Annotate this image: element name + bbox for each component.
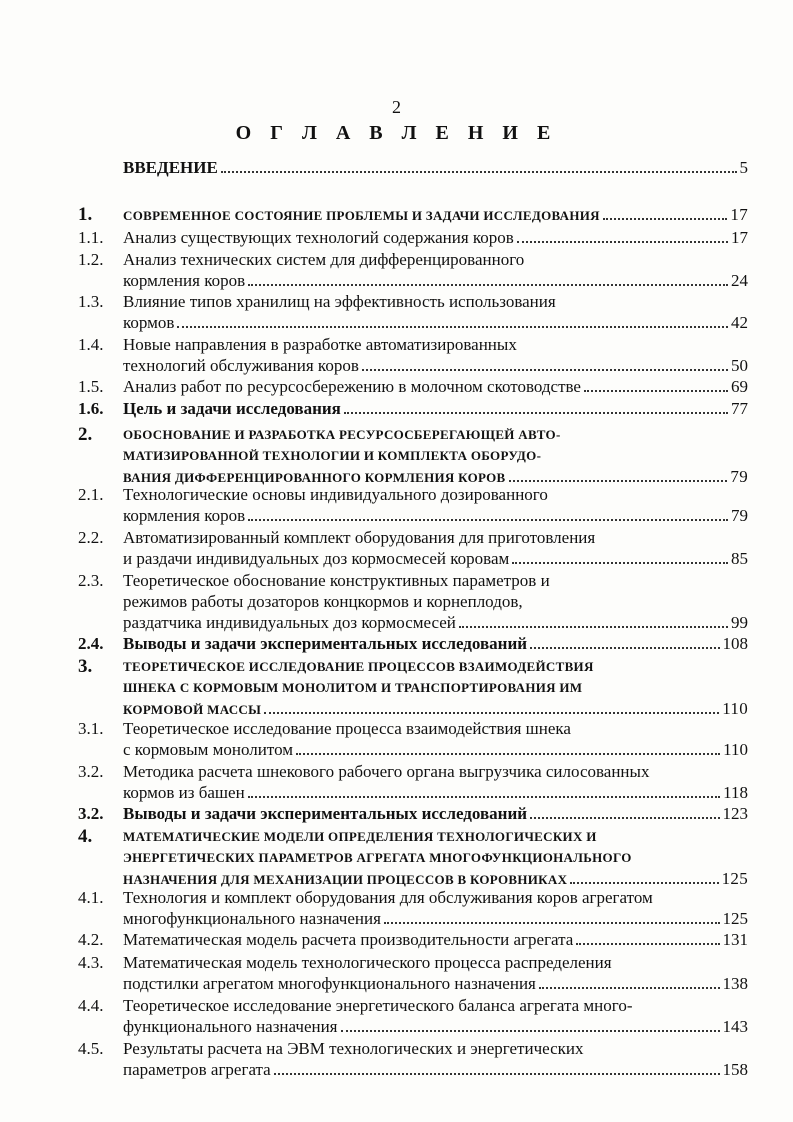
toc-entry-line: параметров агрегата bbox=[123, 1060, 271, 1079]
toc-entry-page[interactable]: 158 bbox=[722, 1060, 748, 1079]
toc-entry-page[interactable]: 125 bbox=[722, 909, 748, 928]
toc-entry[interactable] bbox=[78, 803, 748, 824]
toc-entry-text bbox=[123, 1038, 748, 1080]
toc-entry[interactable] bbox=[78, 398, 748, 419]
dot-leader bbox=[362, 369, 728, 371]
toc-entry-line: ЭНЕРГЕТИЧЕСКИХ ПАРАМЕТРОВ АГРЕГАТА МНОГОФУНКЦИОНАЛЬНОГО bbox=[123, 850, 632, 865]
toc-entry-page[interactable]: 110 bbox=[723, 740, 748, 759]
toc-entry-text bbox=[123, 718, 748, 760]
toc-entry-text bbox=[123, 424, 748, 488]
toc-entry-number: 2.1. bbox=[78, 485, 104, 504]
toc-entry[interactable] bbox=[78, 718, 748, 760]
toc-entry-number: 3.2. bbox=[78, 762, 104, 781]
toc-entry-number: 1.6. bbox=[78, 399, 104, 418]
toc-entry[interactable] bbox=[78, 929, 748, 950]
toc-entry-text bbox=[123, 334, 748, 376]
dot-leader bbox=[530, 817, 719, 819]
toc-entry-text bbox=[123, 227, 748, 248]
toc-entry-page[interactable]: 50 bbox=[731, 356, 748, 375]
page-title: О Г Л А В Л Е Н И Е bbox=[235, 122, 558, 144]
toc-entry[interactable] bbox=[78, 952, 748, 994]
toc-entry-line: Теоретическое обоснование конструктивных параметров и bbox=[123, 571, 550, 590]
toc-entry-text bbox=[123, 761, 748, 803]
toc-entry-text bbox=[123, 204, 748, 226]
toc-entry-line: технологий обслуживания коров bbox=[123, 356, 359, 375]
dot-leader bbox=[177, 326, 728, 328]
toc-entry-page[interactable]: 143 bbox=[722, 1017, 748, 1036]
toc-entry-text bbox=[123, 376, 748, 397]
toc-entry-line: ОБОСНОВАНИЕ И РАЗРАБОТКА РЕСУРСОСБЕРЕГАЮЩЕЙ АВТО- bbox=[123, 427, 561, 442]
toc-entry-page[interactable]: 138 bbox=[722, 974, 748, 993]
toc-entry[interactable] bbox=[78, 204, 748, 226]
toc-entry-number: 1.1. bbox=[78, 228, 104, 247]
toc-entry[interactable] bbox=[78, 334, 748, 376]
toc-entry-page[interactable]: 99 bbox=[731, 613, 748, 632]
toc-entry[interactable] bbox=[78, 570, 748, 633]
toc-entry-line: Анализ технических систем для дифференцированного bbox=[123, 250, 525, 269]
toc-entry-line: МАТЕМАТИЧЕСКИЕ МОДЕЛИ ОПРЕДЕЛЕНИЯ ТЕХНОЛОГИЧЕСКИХ И bbox=[123, 829, 597, 844]
toc-entry-line: ВВЕДЕНИЕ bbox=[123, 158, 218, 177]
toc-entry-page[interactable]: 42 bbox=[731, 313, 748, 332]
toc-entry-number: 4.3. bbox=[78, 953, 104, 972]
toc-entry[interactable] bbox=[78, 227, 748, 248]
dot-leader bbox=[296, 753, 720, 755]
toc-entry-text bbox=[123, 291, 748, 333]
toc-entry-line: НАЗНАЧЕНИЯ ДЛЯ МЕХАНИЗАЦИИ ПРОЦЕССОВ В КОРОВНИКАХ bbox=[123, 872, 568, 887]
toc-entry-text bbox=[123, 929, 748, 950]
toc-entry-page[interactable]: 77 bbox=[731, 399, 748, 418]
toc-entry[interactable] bbox=[78, 527, 748, 569]
toc-entry-line: Теоретическое исследование процесса взаимодействия шнека bbox=[123, 719, 571, 738]
toc-entry-page[interactable]: 79 bbox=[730, 467, 748, 486]
dot-leader bbox=[341, 1030, 720, 1032]
toc-entry-line: многофункционального назначения bbox=[123, 909, 381, 928]
dot-leader bbox=[248, 519, 728, 521]
toc-entry-line: кормления коров bbox=[123, 271, 246, 290]
toc-entry-page[interactable]: 24 bbox=[731, 271, 748, 290]
toc-entry[interactable] bbox=[78, 761, 748, 803]
toc-entry-line: Цель и задачи исследования bbox=[123, 399, 341, 418]
toc-entry-line: Новые направления в разработке автоматизированных bbox=[123, 335, 517, 354]
toc-entry-page[interactable]: 118 bbox=[723, 783, 748, 802]
toc-entry[interactable] bbox=[78, 291, 748, 333]
toc-entry-text bbox=[123, 656, 748, 720]
toc-entry[interactable] bbox=[78, 484, 748, 526]
toc-entry-number: 1.4. bbox=[78, 335, 104, 354]
toc-entry[interactable] bbox=[78, 826, 748, 890]
toc-entry-text bbox=[123, 803, 748, 824]
toc-entry-number: 1.2. bbox=[78, 250, 104, 269]
toc-entry-text bbox=[123, 826, 748, 890]
toc-entry-line: Влияние типов хранилищ на эффективность использования bbox=[123, 292, 556, 311]
toc-entry-line: режимов работы дозаторов концкормов и корнеплодов, bbox=[123, 592, 523, 611]
toc-entry-number: 2.3. bbox=[78, 571, 104, 590]
toc-entry-text bbox=[123, 570, 748, 633]
toc-entry-text bbox=[123, 527, 748, 569]
toc-entry-line: подстилки агрегатом многофункционального назначения bbox=[123, 974, 536, 993]
toc-entry-line: кормов bbox=[123, 313, 175, 332]
toc-entry-line: Математическая модель расчета производительности агрегата bbox=[123, 930, 574, 949]
dot-leader bbox=[584, 390, 728, 392]
dot-leader bbox=[530, 647, 719, 649]
toc-entry-page[interactable]: 17 bbox=[731, 228, 748, 247]
toc-entry-page[interactable]: 79 bbox=[731, 506, 748, 525]
toc-entry-number: 4. bbox=[78, 826, 93, 847]
toc-entry[interactable] bbox=[78, 157, 748, 178]
dot-leader bbox=[344, 412, 728, 414]
toc-entry-text bbox=[123, 249, 748, 291]
dot-leader bbox=[248, 284, 728, 286]
toc-entry-number: 1.3. bbox=[78, 292, 104, 311]
toc-entry-number: 1.5. bbox=[78, 377, 104, 396]
toc-entry-number: 2.4. bbox=[78, 634, 104, 653]
dot-leader bbox=[248, 796, 720, 798]
toc-entry-page[interactable]: 123 bbox=[722, 804, 748, 823]
toc-entry-page[interactable]: 17 bbox=[730, 205, 748, 224]
dot-leader bbox=[512, 562, 728, 564]
toc-entry-text bbox=[123, 157, 748, 178]
toc-entry-line: Технологические основы индивидуального дозированного bbox=[123, 485, 548, 504]
toc-entry-text bbox=[123, 484, 748, 526]
dot-leader bbox=[384, 922, 720, 924]
toc-entry-text bbox=[123, 887, 748, 929]
toc-entry-number: 3.2. bbox=[78, 804, 104, 823]
toc-entry-number: 4.4. bbox=[78, 996, 104, 1015]
toc-entry[interactable] bbox=[78, 1038, 748, 1080]
dot-leader bbox=[264, 712, 719, 714]
dot-leader bbox=[517, 241, 728, 243]
toc-entry-line: кормления коров bbox=[123, 506, 246, 525]
toc-entry[interactable] bbox=[78, 424, 748, 488]
toc-entry-number: 2. bbox=[78, 424, 93, 445]
toc-entry-text bbox=[123, 633, 748, 654]
toc-entry-page[interactable]: 85 bbox=[731, 549, 748, 568]
page-number: 2 bbox=[392, 97, 401, 117]
dot-leader bbox=[509, 480, 728, 482]
toc-entry-page[interactable]: 110 bbox=[722, 699, 748, 718]
toc-entry-text bbox=[123, 952, 748, 994]
toc-entry-line: МАТИЗИРОВАННОЙ ТЕХНОЛОГИИ И КОМПЛЕКТА ОБОРУДО- bbox=[123, 448, 542, 463]
toc-entry-line: ШНЕКА С КОРМОВЫМ МОНОЛИТОМ И ТРАНСПОРТИРОВАНИЯ ИМ bbox=[123, 680, 583, 695]
toc-entry-line: ТЕОРЕТИЧЕСКОЕ ИССЛЕДОВАНИЕ ПРОЦЕССОВ ВЗАИМОДЕЙСТВИЯ bbox=[123, 659, 594, 674]
toc-entry-line: Анализ работ по ресурсосбережению в молочном скотоводстве bbox=[123, 377, 581, 396]
dot-leader bbox=[221, 171, 737, 173]
toc-entry-page[interactable]: 108 bbox=[722, 634, 748, 653]
toc-entry-line: Математическая модель технологического процесса распределения bbox=[123, 953, 612, 972]
dot-leader bbox=[274, 1073, 720, 1075]
toc-entry-page[interactable]: 69 bbox=[731, 377, 748, 396]
toc-entry-line: раздатчика индивидуальных доз кормосмесей bbox=[123, 613, 456, 632]
toc-entry-line: Результаты расчета на ЭВМ технологических и энергетических bbox=[123, 1039, 584, 1058]
toc-entry-number: 3.1. bbox=[78, 719, 104, 738]
toc-entry-line: ВАНИЯ ДИФФЕРЕНЦИРОВАННОГО КОРМЛЕНИЯ КОРОВ bbox=[123, 470, 506, 485]
toc-entry-line: кормов из башен bbox=[123, 783, 245, 802]
toc-entry-text bbox=[123, 398, 748, 419]
toc-entry-page[interactable]: 125 bbox=[721, 869, 748, 888]
toc-entry-line: Анализ существующих технологий содержания коров bbox=[123, 228, 514, 247]
toc-entry[interactable] bbox=[78, 633, 748, 654]
toc-entry-line: КОРМОВОЙ МАССЫ bbox=[123, 702, 262, 717]
toc-entry-number: 4.2. bbox=[78, 930, 104, 949]
toc-entry-number: 2.2. bbox=[78, 528, 104, 547]
toc-entry[interactable] bbox=[78, 995, 748, 1037]
toc-entry[interactable] bbox=[78, 376, 748, 397]
toc-entry-line: СОВРЕМЕННОЕ СОСТОЯНИЕ ПРОБЛЕМЫ И ЗАДАЧИ ИССЛЕДОВАНИЯ bbox=[123, 208, 600, 223]
toc-entry-line: Автоматизированный комплект оборудования для приготовления bbox=[123, 528, 596, 547]
toc-entry[interactable] bbox=[78, 887, 748, 929]
dot-leader bbox=[570, 882, 718, 884]
dot-leader bbox=[603, 218, 728, 220]
toc-entry-number: 4.1. bbox=[78, 888, 104, 907]
dot-leader bbox=[539, 987, 720, 989]
toc-entry-line: Методика расчета шнекового рабочего органа выгрузчика силосованных bbox=[123, 762, 650, 781]
toc-entry-page[interactable]: 5 bbox=[739, 158, 748, 177]
toc-entry-line: с кормовым монолитом bbox=[123, 740, 293, 759]
toc-entry-line: и раздачи индивидуальных доз кормосмесей коровам bbox=[123, 549, 510, 568]
toc-entry-line: функционального назначения bbox=[123, 1017, 338, 1036]
toc-entry-line: Технология и комплект оборудования для обслуживания коров агрегатом bbox=[123, 888, 653, 907]
toc-entry-text bbox=[123, 995, 748, 1037]
toc-entry-number: 3. bbox=[78, 656, 93, 677]
dot-leader bbox=[459, 626, 728, 628]
toc-entry-number: 4.5. bbox=[78, 1039, 104, 1058]
toc-entry-line: Выводы и задачи экспериментальных исследований bbox=[123, 804, 528, 823]
toc-entry-line: Теоретическое исследование энергетического баланса агрегата много- bbox=[123, 996, 633, 1015]
dot-leader bbox=[576, 943, 719, 945]
toc-entry-line: Выводы и задачи экспериментальных исследований bbox=[123, 634, 528, 653]
toc-entry[interactable] bbox=[78, 656, 748, 720]
toc-entry[interactable] bbox=[78, 249, 748, 291]
toc-entry-page[interactable]: 131 bbox=[722, 930, 748, 949]
toc-entry-number: 1. bbox=[78, 204, 93, 225]
